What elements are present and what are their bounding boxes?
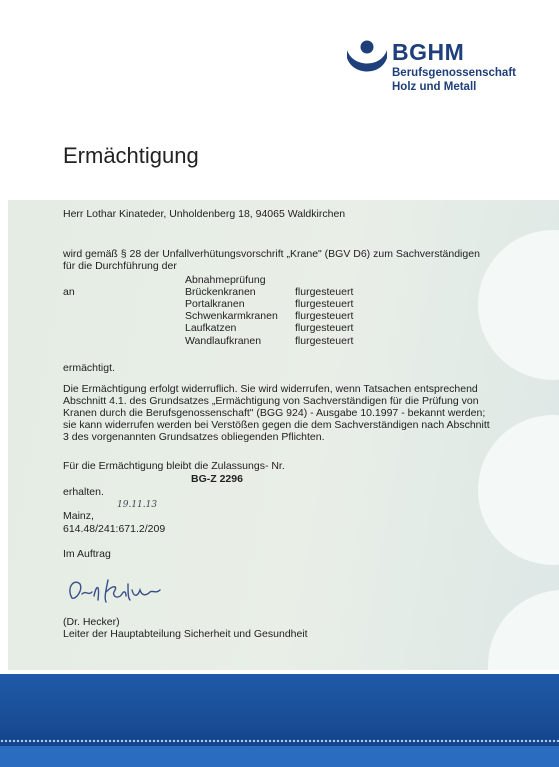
crane-type: Schwenkarmkranen <box>185 310 278 322</box>
approval-intro: Für die Ermächtigung bleibt die Zulassungs- Nr. <box>63 460 285 472</box>
crane-control: flurgesteuert <box>295 310 354 322</box>
crane-control: flurgesteuert <box>295 322 354 334</box>
recipient-line: Herr Lothar Kinateder, Unholdenberg 18, 94065 Waldkirchen <box>63 208 346 220</box>
revocation-line: Kranen durch die Berufsgenossenschaft" (BGG 924) - Ausgabe 10.1997 - bekannt werden; <box>63 407 486 419</box>
footer-dot-pattern <box>0 738 559 744</box>
crane-control: flurgesteuert <box>295 298 354 310</box>
revocation-line: sie kann widerrufen werden bei Verstößen gegen die dem Sachverständigen nach Abschnitt <box>63 419 490 431</box>
signature <box>64 572 174 608</box>
crane-type: Laufkatzen <box>185 322 237 334</box>
reference-number: 614.48/241:671.2/209 <box>63 523 166 535</box>
logo-line-2: Holz und Metall <box>392 81 477 93</box>
decorative-circle <box>478 415 559 565</box>
handwritten-date: 19.11.13 <box>117 500 158 510</box>
intro-line-2: für die Durchführung der <box>63 260 177 272</box>
footer-band <box>0 674 559 767</box>
signatory-name: (Dr. Hecker) <box>63 616 120 628</box>
intro-line-1: wird gemäß § 28 der Unfallverhütungsvorschrift „Krane" (BGV D6) zum Sachverständigen <box>63 248 480 260</box>
crane-type: Brückenkranen <box>185 286 256 298</box>
decorative-circle <box>478 230 559 380</box>
crane-type: Wandlaufkranen <box>185 335 262 347</box>
revocation-line: Abschnitt 4.1. des Grundsatzes „Ermächtigung von Sachverständigen für die Prüfung von <box>63 395 479 407</box>
approval-number: BG-Z 2296 <box>191 473 243 485</box>
footer-lower-band <box>0 746 559 767</box>
signatory-role: Leiter der Hauptabteilung Sicherheit und Gesundheit <box>63 628 308 640</box>
exam-type: Abnahmeprüfung <box>185 274 266 286</box>
document-title: Ermächtigung <box>63 143 199 168</box>
an-label: an <box>63 286 75 298</box>
bghm-logo-icon <box>345 38 389 78</box>
logo-line-1: Berufsgenossenschaft <box>392 67 516 79</box>
logo-name: BGHM <box>392 39 465 65</box>
crane-control: flurgesteuert <box>295 335 354 347</box>
place: Mainz, <box>63 510 94 522</box>
bghm-logo <box>345 38 545 98</box>
crane-type: Portalkranen <box>185 298 245 310</box>
authorized-text: ermächtigt. <box>63 362 115 374</box>
revocation-line: Die Ermächtigung erfolgt widerruflich. Sie wird widerrufen, wenn Tatsachen entsprechend <box>63 383 478 395</box>
revocation-line: 3 des vorgenannten Grundsatzes obliegenden Pflichten. <box>63 431 325 443</box>
approval-outro: erhalten. <box>63 486 104 498</box>
on-behalf: Im Auftrag <box>63 548 111 560</box>
decorative-circle <box>488 590 559 670</box>
crane-control: flurgesteuert <box>295 286 354 298</box>
